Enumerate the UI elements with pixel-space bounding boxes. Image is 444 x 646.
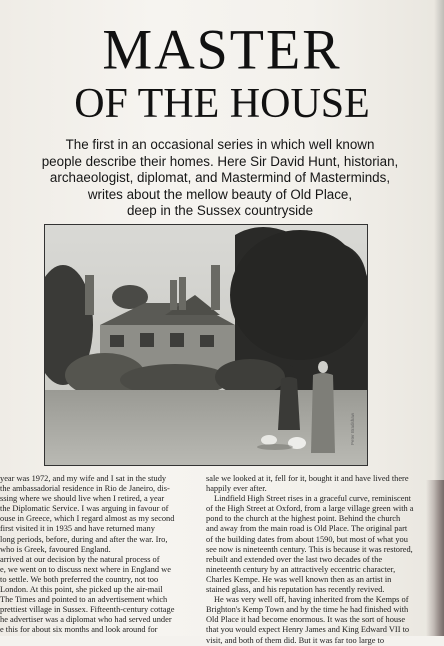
body-line: The Times and pointed to an advertisement which xyxy=(0,595,168,605)
body-line: e this for about six months and look around for xyxy=(0,625,158,635)
standfirst xyxy=(24,137,416,220)
body-line: pond to the church at the highest point. Behind the church xyxy=(206,514,401,524)
body-line: he advertiser was a diplomat who had served under xyxy=(0,615,172,625)
body-line: first visited it in 1935 and have returned many xyxy=(0,524,155,534)
body-line: the Diplomatic Service. I was arguing in favour of xyxy=(0,504,169,514)
body-line: the ambassadorial residence in Rio de Janeiro, dis- xyxy=(0,484,170,494)
standfirst-line: The first in an occasional series in which well known xyxy=(65,137,375,152)
body-line: Brighton's Kemp Town and by the time he had finished with xyxy=(206,605,409,615)
body-line: of the High Street at Oxford, from a large village green with a xyxy=(206,504,414,514)
house-photo-illustration xyxy=(45,225,367,465)
standfirst-line: archaeologist, diplomat, and Mastermind of Masterminds, xyxy=(49,170,391,186)
house-photograph xyxy=(44,224,368,466)
body-column-right xyxy=(206,474,436,646)
body-line: see now is nineteenth century. This is because it was restored, xyxy=(206,544,413,554)
body-line: e, we went on to discuss next where in England we xyxy=(0,564,171,574)
body-column-left xyxy=(0,474,196,636)
headline-of-the-house: OF THE HOUSE xyxy=(74,81,370,127)
body-line: nineteenth century by an attractively eccentric character, xyxy=(206,564,396,574)
body-line: prettiest village in Sussex. Fifteenth-century cottage xyxy=(0,605,175,615)
headline-master: MASTER xyxy=(102,18,342,82)
page-binding-shadow xyxy=(426,480,444,636)
body-line: visit, and both of them did. But it was far too large to xyxy=(206,635,385,645)
body-line: He was very well off, having inherited from the Kemps of xyxy=(214,595,409,605)
standfirst-line: deep in the Sussex countryside xyxy=(126,203,314,219)
body-line: Old Place it had become enormous. It was the sort of house xyxy=(206,615,406,625)
body-line: of the building dates from about 1590, but most of what you xyxy=(206,534,408,544)
body-line: stained glass, and his reputation has recently revived. xyxy=(206,585,385,595)
body-line: rebuilt and extended over the last two decades of the xyxy=(206,554,383,564)
body-line: Lindfield High Street rises in a graceful curve, reminiscent xyxy=(214,494,411,504)
body-line: arrived at our decision by the natural process of xyxy=(0,554,160,564)
body-line: London. At this point, she picked up the air-mail xyxy=(0,585,163,595)
body-line: ssing where we should live when I retired, a year xyxy=(0,494,165,504)
photo-credit: Peter Bradshaw xyxy=(350,412,355,445)
body-line: happily ever after. xyxy=(206,484,267,494)
body-line: to settle. We both preferred the country, not too xyxy=(0,574,159,584)
body-line: Charles Kempe. He was well known then as an artist in xyxy=(206,574,392,584)
standfirst-line: writes about the mellow beauty of Old Place, xyxy=(87,186,353,202)
body-line: and away from the main road is Old Place. The original part xyxy=(206,524,408,534)
body-line: ouse in Greece, which I regard almost as my second xyxy=(0,514,175,524)
body-line: year was 1972, and my wife and I sat in the study xyxy=(0,474,167,483)
body-line: that you would expect Henry James and King Edward VII to xyxy=(206,625,410,635)
body-line: long periods, before, during and after the war. Iro, xyxy=(0,534,168,544)
body-line: sale we looked at it, fell for it, bought it and have lived there xyxy=(206,474,409,483)
standfirst-line: people describe their homes. Here Sir David Hunt, historian, xyxy=(41,153,399,169)
body-line: who is Greek, favoured England. xyxy=(0,544,111,554)
